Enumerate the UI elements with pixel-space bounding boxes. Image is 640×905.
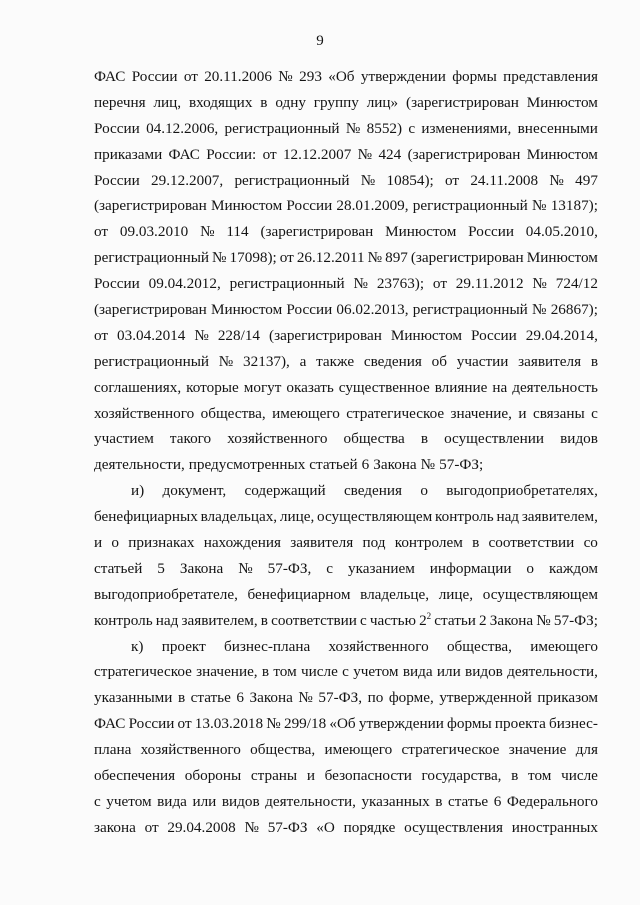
text-line: приказами ФАС России: от 12.12.2007 № 424 (зарегистрирован Минюстом — [94, 145, 598, 163]
text-line: от 03.04.2014 № 228/14 (зарегистрирован Минюстом России 29.04.2014, — [94, 326, 598, 344]
text-line: (зарегистрирован Минюстом России 06.02.2013, регистрационный № 26867); — [94, 301, 598, 319]
text-line: участием такого хозяйственного общества в осуществлении видов — [94, 430, 598, 448]
text-line: ФАС России от 20.11.2006 № 293 «Об утверждении формы представления — [94, 68, 598, 85]
body-text — [94, 64, 598, 841]
text-line: регистрационный № 32137), а также сведения об участии заявителя в — [94, 352, 598, 370]
text-line: с учетом вида или видов деятельности, указанных в статье 6 Федерального — [94, 792, 598, 810]
text-line: закона от 29.04.2008 № 57-ФЗ «О порядке осуществления иностранных — [94, 818, 598, 836]
text-line: и о признаках нахождения заявителя под контролем в соответствии со — [94, 534, 598, 552]
text-line: плана хозяйственного общества, имеющего стратегическое значение для — [94, 741, 598, 759]
text-line: перечня лиц, входящих в одну группу лиц» (зарегистрирован Минюстом — [94, 93, 598, 111]
text-line: России 04.12.2006, регистрационный № 8552) с изменениями, внесенными — [94, 119, 598, 137]
text-line: контроль над заявителем, в соответствии с частью $2^2$ статьи 2 Закона № 57-ФЗ; — [94, 610, 598, 629]
text-line: ФАС России от 13.03.2018 № 299/18 «Об утверждении формы проекта бизнес- — [94, 715, 598, 733]
text-line: статьей 5 Закона № 57-ФЗ, с указанием информации о каждом — [94, 559, 598, 577]
text-line: деятельности, предусмотренных статьей 6 Закона № 57-ФЗ; — [94, 456, 484, 474]
text-line: выгодоприобретателе, бенефициарном владельце, лице, осуществляющем — [94, 585, 598, 603]
text-line: регистрационный № 17098); от 26.12.2011 № 897 (зарегистрирован Минюстом — [94, 249, 598, 267]
text-line: России 09.04.2012, регистрационный № 23763); от 29.11.2012 № 724/12 — [94, 275, 598, 293]
text-line: соглашениях, которые могут оказать существенное влияние на деятельность — [94, 378, 598, 396]
text-line: обеспечения обороны страны и безопасности государства, в том числе — [94, 767, 598, 785]
text-line: к) проект бизнес-плана хозяйственного общества, имеющего — [131, 637, 598, 655]
text-line: указанными в статье 6 Закона № 57-ФЗ, по форме, утвержденной приказом — [94, 689, 598, 707]
text-line: от 09.03.2010 № 114 (зарегистрирован Минюстом России 04.05.2010, — [94, 223, 598, 241]
text-line: (зарегистрирован Минюстом России 28.01.2009, регистрационный № 13187); — [94, 197, 598, 215]
text-line: бенефициарных владельцах, лице, осуществляющем контроль над заявителем, — [94, 508, 598, 526]
text-line: России 29.12.2007, регистрационный № 10854); от 24.11.2008 № 497 — [94, 171, 598, 189]
text-line: и) документ, содержащий сведения о выгодоприобретателях, — [131, 482, 598, 500]
text-line: стратегическое значение, в том числе с учетом вида или видов деятельности, — [94, 663, 598, 681]
text-line: хозяйственного общества, имеющего стратегическое значение, и связаны с — [94, 404, 598, 422]
page-number: 9 — [316, 33, 324, 49]
